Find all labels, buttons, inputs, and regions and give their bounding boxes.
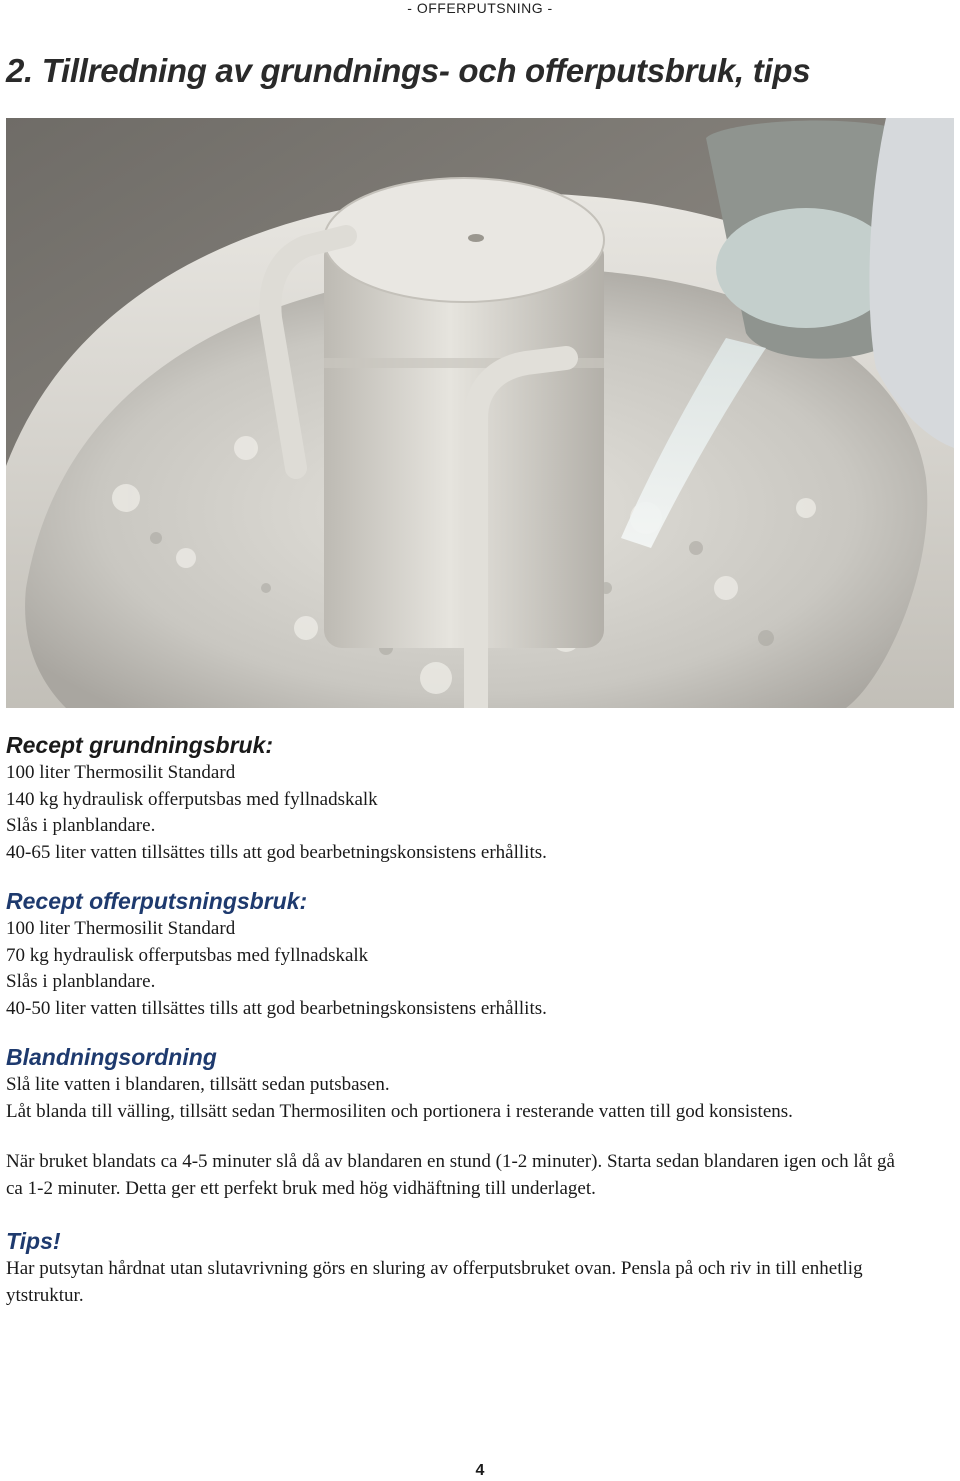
grund-line-4: 40-65 liter vatten tillsättes tills att god bearbetningskonsistens erhållits. <box>6 841 547 863</box>
mortar-mixer-photo <box>6 118 954 708</box>
heading-blandningsordning: Blandningsordning <box>6 1044 217 1070</box>
offer-line-4: 40-50 liter vatten tillsättes tills att god bearbetningskonsistens erhållits. <box>6 997 547 1019</box>
heading-recept-offerputsningsbruk: Recept offerputsningsbruk: <box>6 888 308 914</box>
page-title: 2. Tillredning av grundnings- och offerputsbruk, tips <box>6 52 811 89</box>
content <box>6 730 906 1309</box>
blandning-paragraph-2: Låt blanda till välling, tillsätt sedan Thermosiliten och portionera i resterande vatten till god konsistens. <box>6 1100 793 1122</box>
grund-line-1: 100 liter Thermosilit Standard <box>6 762 236 783</box>
tips-paragraph: Har putsytan hårdnat utan slutavrivning görs en sluring av offerputsbruket ovan. Pensla på och riv in till enhetlig ytstruktur. <box>6 1258 863 1306</box>
heading-tips: Tips! <box>6 1228 61 1254</box>
blandning-paragraph-1: Slå lite vatten i blandaren, tillsätt sedan putsbasen. <box>6 1074 390 1095</box>
heading-recept-grundningsbruk: Recept grundningsbruk: <box>6 732 274 758</box>
grund-line-3: Slås i planblandare. <box>6 815 156 836</box>
photo-illustration <box>6 118 954 708</box>
blandning-paragraph-3: När bruket blandats ca 4-5 minuter slå då av blandaren en stund (1-2 minuter). Starta sedan blandaren igen och låt gå ca 1-2 minuter. Detta ger ett perfekt bruk med hög vidhäftning till underlaget. <box>6 1151 895 1199</box>
grund-line-2: 140 kg hydraulisk offerputsbas med fyllnadskalk <box>6 788 378 810</box>
offer-line-2: 70 kg hydraulisk offerputsbas med fyllnadskalk <box>6 944 369 966</box>
running-head: - OFFERPUTSNING - <box>407 0 553 16</box>
page-number: 4 <box>475 1462 485 1479</box>
offer-line-1: 100 liter Thermosilit Standard <box>6 918 236 939</box>
offer-line-3: Slås i planblandare. <box>6 971 156 992</box>
